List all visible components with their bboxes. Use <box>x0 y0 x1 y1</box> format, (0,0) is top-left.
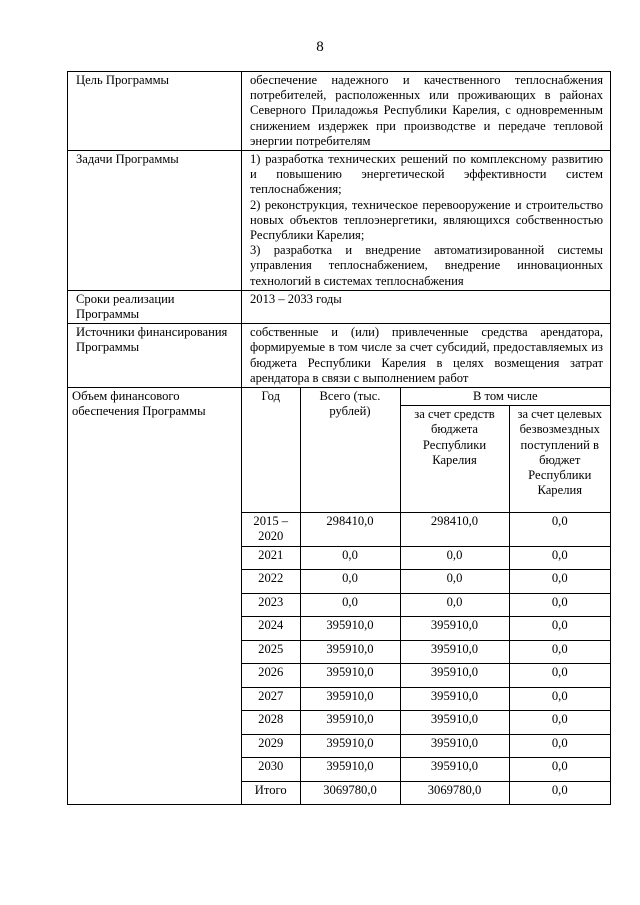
year-cell: 2025 <box>242 640 300 664</box>
grants-cell: 0,0 <box>509 781 610 804</box>
finance-data-row <box>242 570 610 594</box>
task-item-2: 2) реконструкция, техническое перевооружение и строительство новых объектов теплоэнергетики, являющихся собственностью Республики Карелия; <box>250 197 603 243</box>
finance-label: Объем финансового обеспечения Программы <box>68 388 242 805</box>
including-header: В том числе <box>400 388 610 406</box>
total-cell: 0,0 <box>300 593 400 617</box>
total-cell: 395910,0 <box>300 664 400 688</box>
grants-cell: 0,0 <box>509 570 610 594</box>
year-cell: 2015 – 2020 <box>242 513 300 546</box>
grants-cell: 0,0 <box>509 734 610 758</box>
finance-data-row <box>242 617 610 641</box>
grants-cell: 0,0 <box>509 640 610 664</box>
year-cell: 2023 <box>242 593 300 617</box>
finance-header-row-1 <box>242 388 610 406</box>
budget-cell: 0,0 <box>400 593 509 617</box>
total-cell: 395910,0 <box>300 617 400 641</box>
total-cell: 0,0 <box>300 570 400 594</box>
sources-row <box>68 324 611 388</box>
finance-data-row <box>242 781 610 804</box>
total-cell: 298410,0 <box>300 513 400 546</box>
goal-row <box>68 72 611 151</box>
finance-row <box>68 388 611 805</box>
finance-data-row <box>242 593 610 617</box>
total-cell: 3069780,0 <box>300 781 400 804</box>
finance-data-row <box>242 734 610 758</box>
tasks-cell <box>242 151 611 291</box>
grants-cell: 0,0 <box>509 617 610 641</box>
budget-cell: 3069780,0 <box>400 781 509 804</box>
sources-text: собственные и (или) привлеченные средства арендатора, формируемые в том числе за счет субсидий, предоставляемых из бюджета Республики Карелия в целях возмещения затрат арендатора в связи с выполнением работ <box>242 324 611 388</box>
year-cell: 2021 <box>242 546 300 570</box>
goal-label: Цель Программы <box>68 72 242 151</box>
year-header: Год <box>242 388 300 513</box>
tasks-label: Задачи Программы <box>68 151 242 291</box>
budget-cell: 395910,0 <box>400 758 509 782</box>
finance-data-row <box>242 664 610 688</box>
budget-cell: 395910,0 <box>400 687 509 711</box>
grants-cell: 0,0 <box>509 711 610 735</box>
budget-cell: 0,0 <box>400 570 509 594</box>
grants-cell: 0,0 <box>509 664 610 688</box>
task-item-3: 3) разработка и внедрение автоматизированной системы управления теплоснабжением, внедрение инновационных технологий в системах теплоснабжения <box>250 243 603 288</box>
finance-data-row <box>242 513 610 546</box>
page-number: 8 <box>316 39 324 55</box>
program-passport-table <box>67 71 611 805</box>
total-cell: 395910,0 <box>300 734 400 758</box>
total-header: Всего (тыс. рублей) <box>300 388 400 513</box>
finance-data-row <box>242 640 610 664</box>
finance-data-row <box>242 711 610 735</box>
year-cell: 2030 <box>242 758 300 782</box>
tasks-row <box>68 151 611 291</box>
terms-row <box>68 290 611 323</box>
grants-cell: 0,0 <box>509 758 610 782</box>
grants-cell: 0,0 <box>509 593 610 617</box>
finance-cell <box>242 388 611 805</box>
finance-data-row <box>242 758 610 782</box>
budget-cell: 395910,0 <box>400 617 509 641</box>
total-cell: 395910,0 <box>300 687 400 711</box>
grants-cell: 0,0 <box>509 687 610 711</box>
year-cell: 2022 <box>242 570 300 594</box>
total-cell: 395910,0 <box>300 711 400 735</box>
year-cell: 2028 <box>242 711 300 735</box>
year-cell: 2026 <box>242 664 300 688</box>
budget-cell: 395910,0 <box>400 664 509 688</box>
finance-data-row <box>242 687 610 711</box>
terms-label: Сроки реализации Программы <box>68 290 242 323</box>
terms-text: 2013 – 2033 годы <box>242 290 611 323</box>
grants-cell: 0,0 <box>509 513 610 546</box>
year-cell: 2027 <box>242 687 300 711</box>
budget-cell: 395910,0 <box>400 711 509 735</box>
budget-cell: 395910,0 <box>400 640 509 664</box>
sources-label: Источники финансирования Программы <box>68 324 242 388</box>
year-cell: 2029 <box>242 734 300 758</box>
task-item-1: 1) разработка технических решений по комплексному развитию и повышению энергетической эффективности систем теплоснабжения; <box>250 152 603 197</box>
budget-header: за счет средств бюджета Республики Карелия <box>400 406 509 513</box>
finance-data-row <box>242 546 610 570</box>
budget-cell: 298410,0 <box>400 513 509 546</box>
total-cell: 395910,0 <box>300 640 400 664</box>
budget-cell: 395910,0 <box>400 734 509 758</box>
grants-cell: 0,0 <box>509 546 610 570</box>
budget-cell: 0,0 <box>400 546 509 570</box>
grants-header: за счет целевых безвозмездных поступлений в бюджет Республики Карелия <box>509 406 610 513</box>
finance-table <box>242 388 610 804</box>
year-cell: Итого <box>242 781 300 804</box>
goal-text: обеспечение надежного и качественного теплоснабжения потребителей, расположенных или проживающих в районах Северного Приладожья Республики Карелия, с одновременным снижением издержек при производстве и передаче тепловой энергии потребителям <box>242 72 611 151</box>
total-cell: 0,0 <box>300 546 400 570</box>
year-cell: 2024 <box>242 617 300 641</box>
total-cell: 395910,0 <box>300 758 400 782</box>
